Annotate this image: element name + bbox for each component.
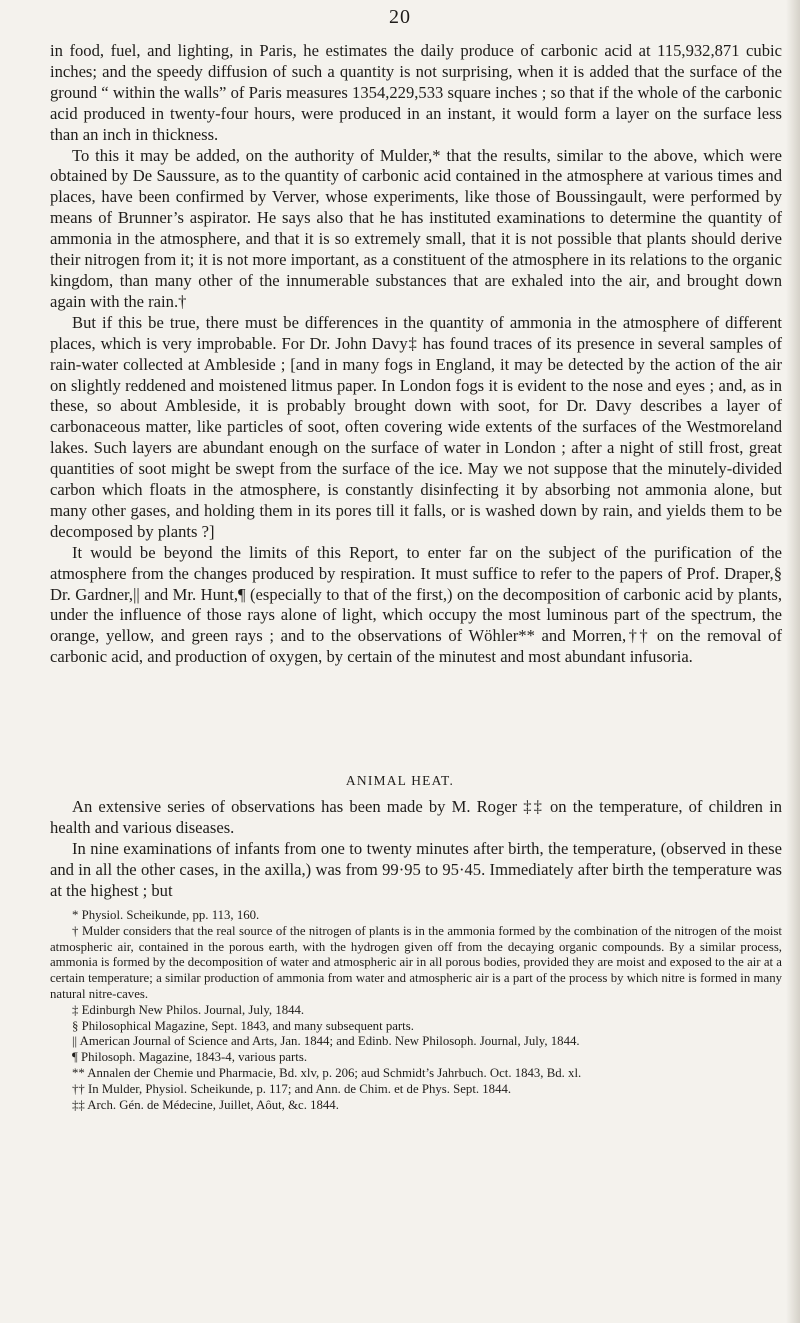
footnote: § Philosophical Magazine, Sept. 1843, and many subsequent parts. [72, 1018, 414, 1033]
footnote: ‡ Edinburgh New Philos. Journal, July, 1844. [72, 1002, 305, 1017]
page-edge-shadow [786, 0, 800, 1323]
footnote: * Physiol. Scheikunde, pp. 113, 160. [72, 908, 260, 922]
section-heading: ANIMAL HEAT. [345, 773, 455, 788]
footnote: † Mulder considers that the real source of the nitrogen of plants is in the ammonia formed by the combination of the nitrogen of the moist atmospheric air, contained in the porous earth, with the hydrogen given off from the decaying organic compounds. By a similar process, ammonia is formed by the decomposition of water and atmospheric air in all porous bodies, provided they are moist and exposed to the air at a certain temperature; a similar production of ammonia from water and atmospheric air is a part of the process by which nitre is formed in many natural nitre-caves. [50, 923, 782, 1001]
page-number: 20 [389, 6, 411, 28]
paragraph: But if this be true, there must be differences in the quantity of ammonia in the atmosphere of different places, which is very improbable. For Dr. John Davy‡ has found traces of its presence in several samples of rain-water collected at Ambleside ; [and in many fogs in England, it may be detected by the action of the air on slightly reddened and moistened litmus paper. In London fogs it is evident to the nose and eyes ; and, as in these, so about Ambleside, it is probably brought down with soot, for Dr. Davy describes a layer of carbonaceous matter, like particles of soot, often covering wide extents of the surfaces of the Westmoreland lakes. Such layers are abundant enough on the surface of water in London ; after a night of still frost, great quantities of soot might be swept from the surface of the ice. May we not suppose that the minutely-divided carbon which floats in the atmosphere, is constantly disinfecting it by absorbing not ammonia alone, but many other gases, and holding them in its pores till it falls, or is washed down by rain, and yields them to be decomposed by plants ?] [50, 312, 782, 541]
paragraph: To this it may be added, on the authority of Mulder,* that the results, similar to the above, which were obtained by De Saussure, as to the quantity of carbonic acid contained in the atmosphere at various times and places, have been confirmed by Verver, whose experiments, like those of Boussingault, were performed by means of Brunner’s aspirator. He says also that he has instituted examinations to determine the quantity of ammonia in the atmosphere, and that it is so extremely small, that it is not possible that plants should derive their nitrogen from it; it is not more important, as a constituent of the atmosphere in its relations to the organic kingdom, than many other of the innumerable substances that are exhaled into the air, and brought down again with the rain.† [50, 145, 782, 311]
footnote: ** Annalen der Chemie und Pharmacie, Bd. xlv, p. 206; aud Schmidt’s Jahrbuch. Oct. 1843, Bd. xl. [72, 1065, 582, 1080]
paragraph: An extensive series of observations has been made by M. Roger ‡‡ on the temperature, of children in health and various diseases. [50, 797, 782, 837]
paragraph: In nine examinations of infants from one to twenty minutes after birth, the temperature, (observed in these and in all the other cases, in the axilla,) was from 99·95 to 95·45. Immediately after birth the temperature was at the highest ; but [50, 838, 782, 900]
footnotes [50, 908, 782, 1113]
footnote: ¶ Philosoph. Magazine, 1843-4, various parts. [72, 1050, 308, 1065]
section-text [50, 797, 782, 902]
paragraph: in food, fuel, and lighting, in Paris, he estimates the daily produce of carbonic acid at 115,932,871 cubic inches; and the speedy diffusion of such a quantity is not surprising, when it is added that the surface of the ground “ within the walls” of Paris measures 1354,229,533 square inches ; so that if the whole of the carbonic acid produced in twenty-four hours, were produced in an instant, it would form a layer on the surface less than an inch in thickness. [50, 41, 782, 144]
main-text [50, 41, 782, 668]
footnote: ‡‡ Arch. Gén. de Médecine, Juillet, Aôut, &c. 1844. [72, 1097, 339, 1112]
paragraph: It would be beyond the limits of this Report, to enter far on the subject of the purification of the atmosphere from the changes produced by respiration. It must suffice to refer to the papers of Prof. Draper,§ Dr. Gardner,|| and Mr. Hunt,¶ (especially to that of the first,) on the decomposition of carbonic acid by plants, under the influence of those rays alone of light, which occupy the most luminous part of the spectrum, the orange, yellow, and green rays ; and to the observations of Wöhler** and Morren,†† on the removal of carbonic acid, and production of oxygen, by certain of the minutest and most abundant infusoria. [50, 542, 782, 667]
footnote: †† In Mulder, Physiol. Scheikunde, p. 117; and Ann. de Chim. et de Phys. Sept. 1844. [72, 1081, 512, 1096]
footnote: || American Journal of Science and Arts, Jan. 1844; and Edinb. New Philosoph. Journal, July, 1844. [72, 1034, 580, 1049]
